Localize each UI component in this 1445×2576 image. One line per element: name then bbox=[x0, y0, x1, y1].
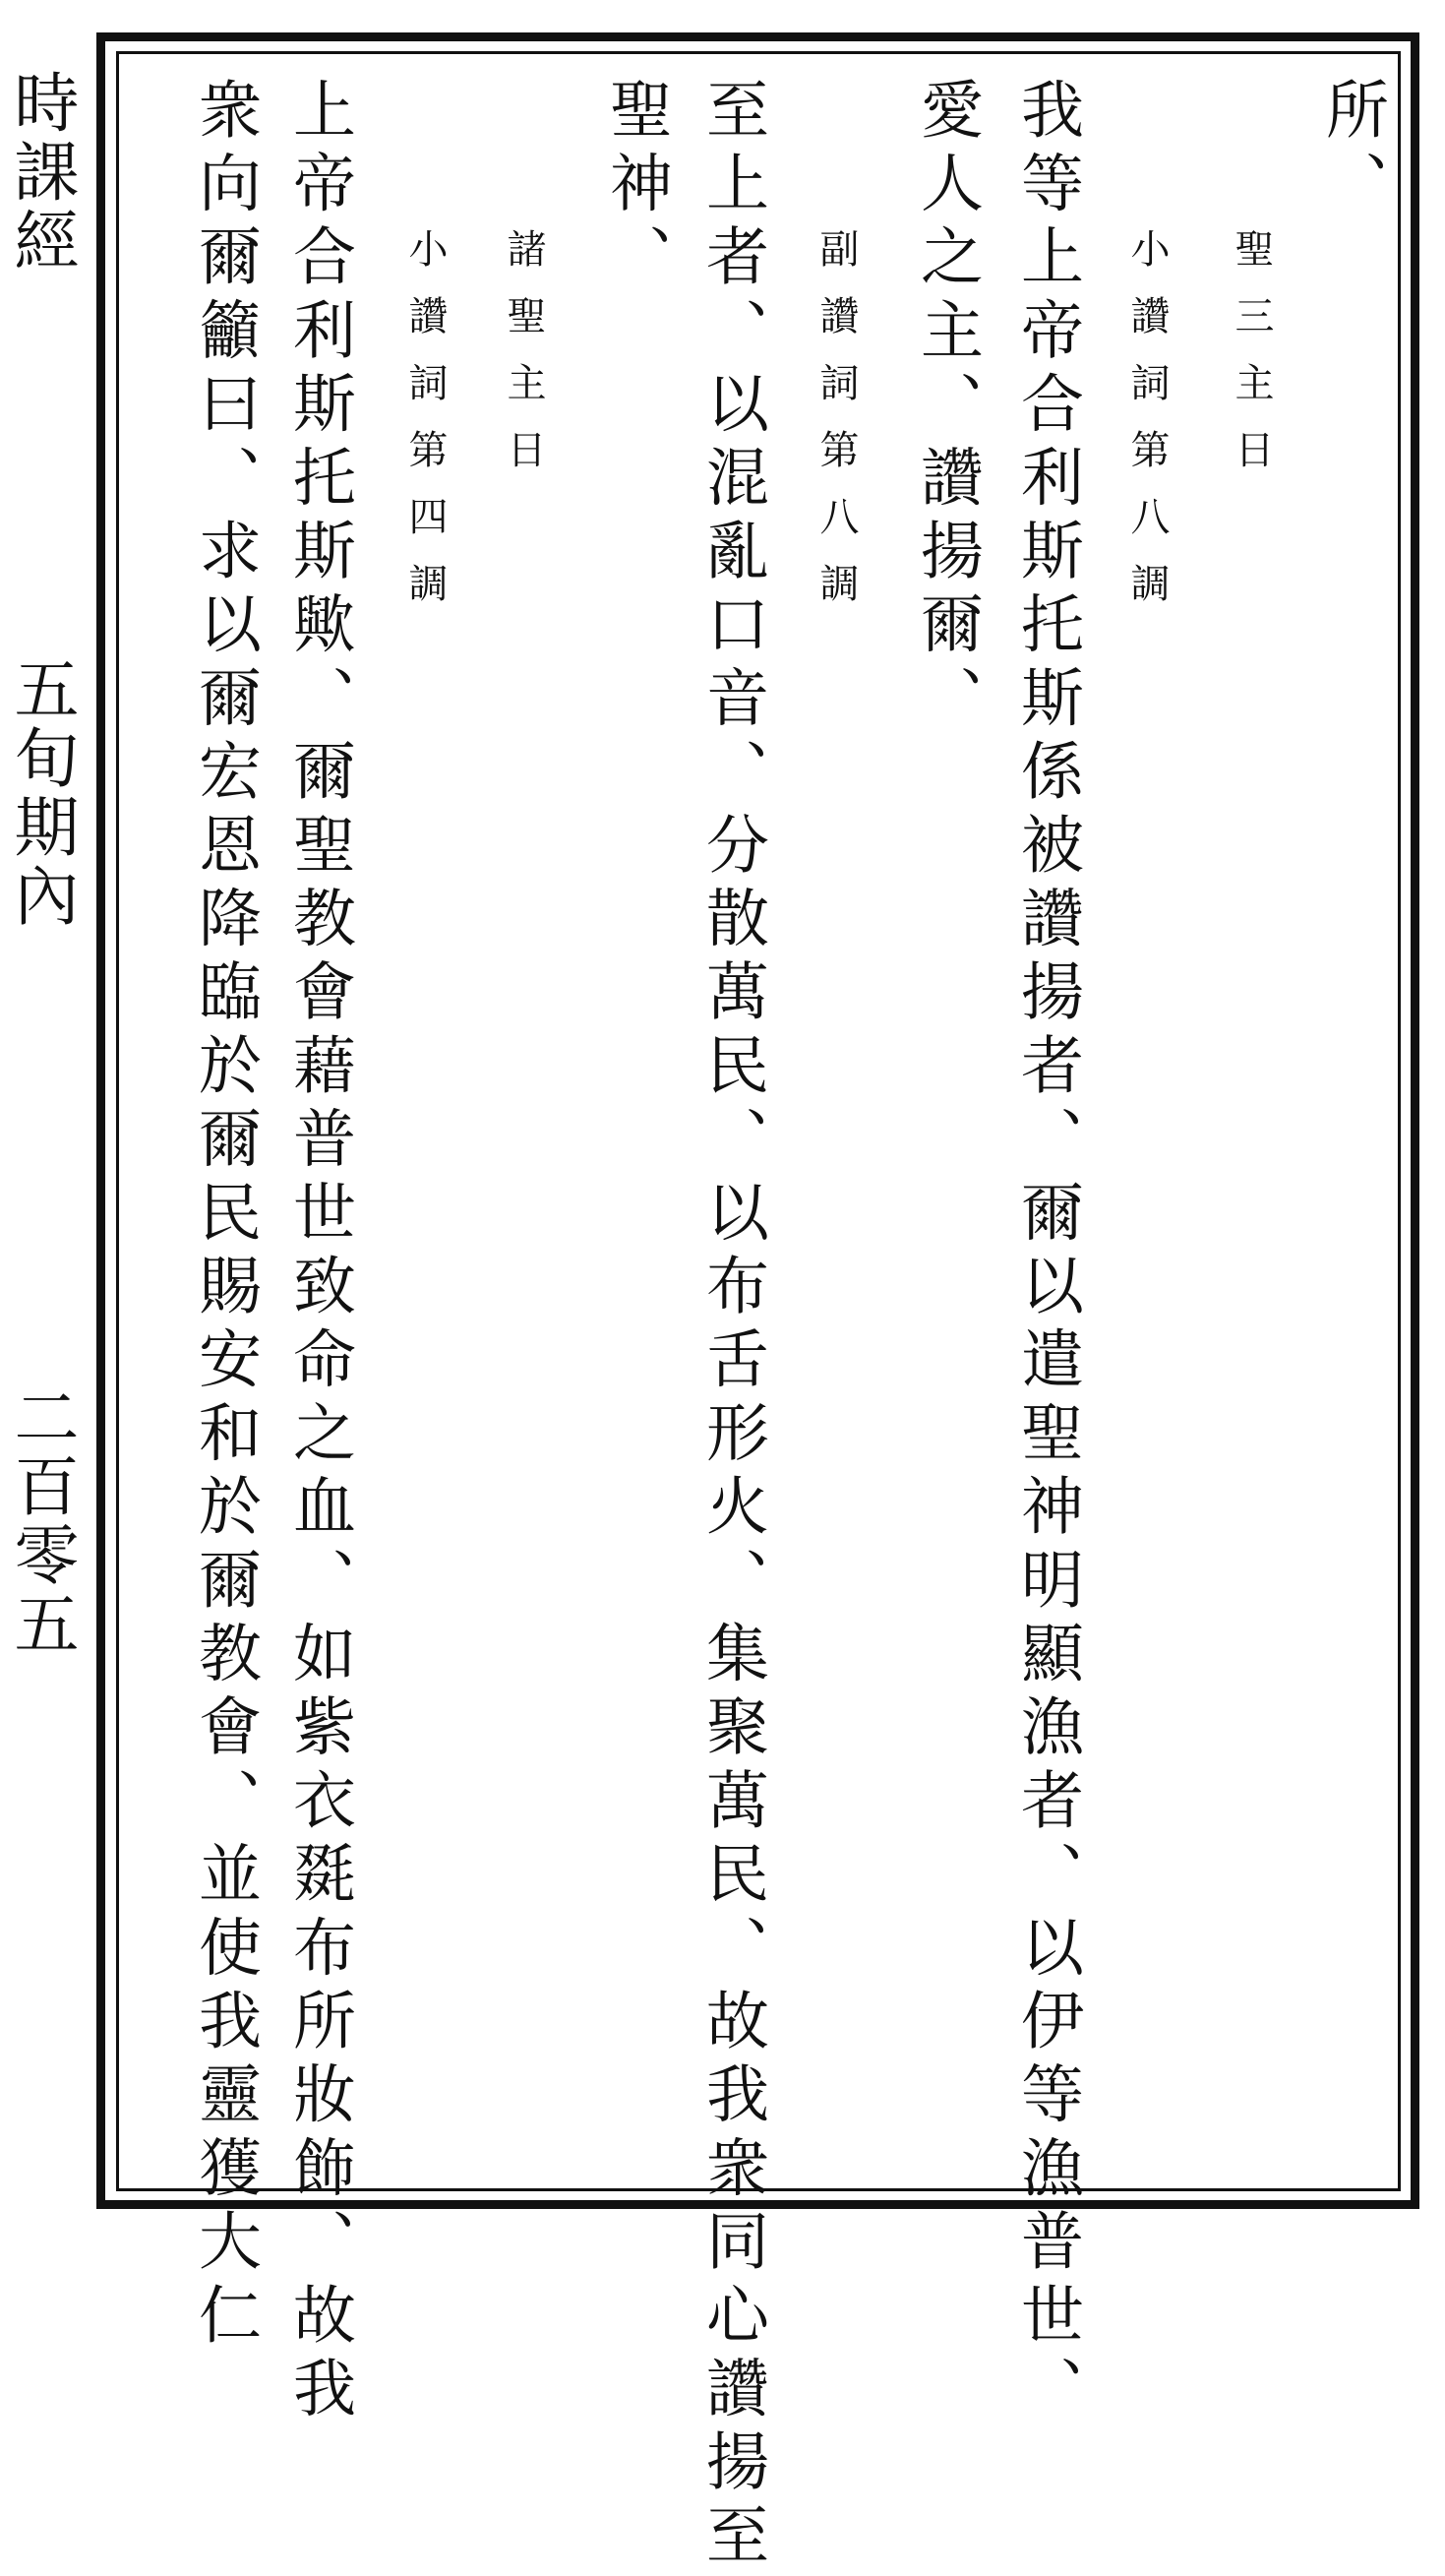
margin-page-number: 二百零五 bbox=[3, 1383, 79, 1659]
subheading-column: 小讚詞第八調 bbox=[1124, 228, 1170, 630]
subheading-column: 小讚詞第四調 bbox=[402, 228, 448, 630]
text-column: 所、 bbox=[1315, 77, 1388, 224]
text-column: 聖神、 bbox=[599, 77, 672, 298]
subheading-column: 諸聖主日 bbox=[501, 228, 546, 496]
subheading-column: 聖三主日 bbox=[1229, 228, 1274, 496]
text-column: 至上者、以混亂口音、分散萬民、以布舌形火、集聚萬民、故我衆同心讚揚至 bbox=[695, 77, 768, 2576]
margin-book-title: 時課經 bbox=[3, 69, 79, 276]
text-column: 上帝合利斯托斯歟、爾聖教會藉普世致命之血、如紫衣毲布所妝飾、故我 bbox=[282, 77, 355, 2429]
subheading-column: 副讚詞第八調 bbox=[813, 228, 859, 630]
text-column: 愛人之主、讚揚爾、 bbox=[910, 77, 983, 739]
text-column: 我等上帝合利斯托斯係被讚揚者、爾以遣聖神明顯漁者、以伊等漁普世、 bbox=[1010, 77, 1083, 2429]
margin-section-label: 五旬期內 bbox=[3, 655, 79, 931]
text-column: 衆向爾籲曰、求以爾宏恩降臨於爾民賜安和於爾教會、並使我靈獲大仁 bbox=[188, 77, 261, 2356]
